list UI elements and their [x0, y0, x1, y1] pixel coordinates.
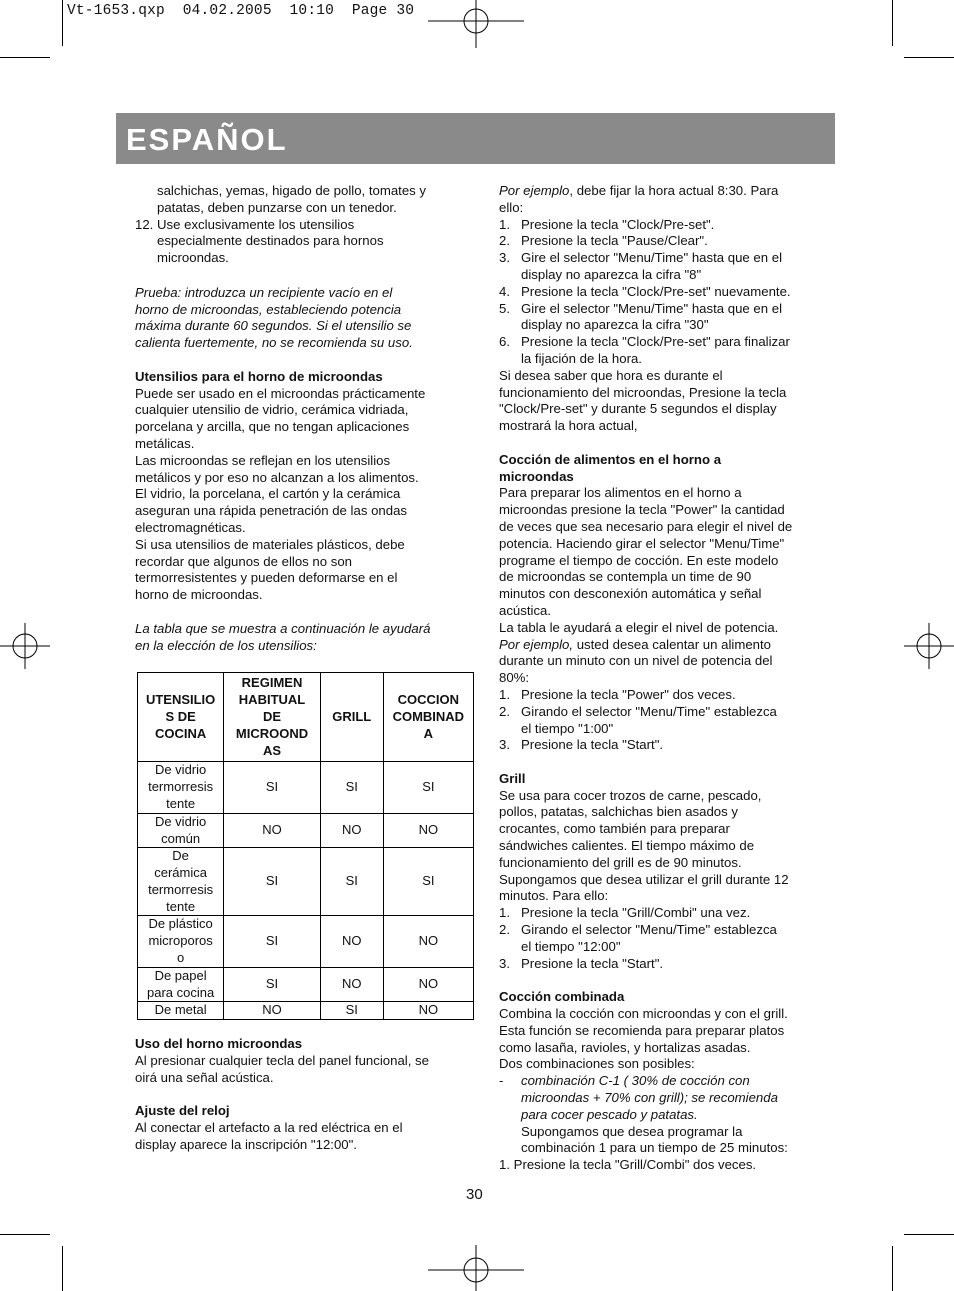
paragraph: Por ejemplo, debe fijar la hora actual 8:30. Para: [499, 183, 779, 198]
file-slug: Vt-1653.qxp 04.02.2005 10:10 Page 30: [67, 3, 415, 19]
paragraph: Presione la tecla "Start".: [521, 737, 664, 753]
table-cell: SI: [383, 848, 473, 916]
list-number: 2.: [499, 703, 510, 719]
table-row: [138, 967, 474, 1002]
paragraph: salchichas, yemas, higado de pollo, tomates y: [157, 183, 427, 198]
paragraph: metálicos y por eso no alcanzan a los alimentos.: [135, 469, 419, 485]
list-item: [499, 233, 829, 250]
list-number: 1.: [499, 686, 510, 702]
table-cell: NO: [224, 813, 321, 848]
paragraph: programe el tiempo de cocción. En este modelo: [499, 552, 779, 568]
table-row: [138, 813, 474, 848]
paragraph: especialmente destinados para hornos: [157, 233, 384, 249]
paragraph: funcionamiento del grill es de 90 minutos.: [499, 854, 742, 870]
table-cell: De plástico microporos o: [138, 916, 224, 967]
table-cell: NO: [320, 813, 383, 848]
paragraph: sándwiches calientes. El tiempo máximo de: [499, 838, 755, 854]
paragraph: Si usa utensilios de materiales plásticos, debe: [135, 536, 405, 552]
paragraph: Girando el selector "Menu/Time" establezca: [521, 703, 777, 719]
paragraph: la fijación de la hora.: [521, 350, 642, 366]
paragraph: electromagnéticas.: [135, 519, 246, 535]
table-header-cell: UTENSILIO S DE COCINA: [138, 673, 224, 762]
left-column: [135, 183, 480, 1154]
paragraph: Presione la tecla "Clock/Pre-set" para finalizar: [521, 334, 790, 350]
paragraph: patatas, deben punzarse con un tenedor.: [157, 199, 397, 215]
list-item: [499, 704, 829, 738]
paragraph: Si desea saber que hora es durante el: [499, 367, 723, 383]
list-item: [499, 284, 829, 301]
table-cell: SI: [224, 848, 321, 916]
paragraph: el tiempo "12:00": [521, 938, 621, 954]
paragraph: Al presionar cualquier tecla del panel funcional, se: [135, 1053, 429, 1069]
list-number: 3.: [499, 250, 510, 266]
banner-title: ESPAÑOL: [126, 122, 288, 157]
list-number: 4.: [499, 283, 510, 299]
paragraph: como lasaña, ravioles, y hortalizas asadas.: [499, 1039, 751, 1055]
paragraph: 80%:: [499, 670, 530, 686]
paragraph: microondas.: [157, 250, 229, 266]
list-number: 2.: [499, 922, 510, 938]
paragraph: Por ejemplo, usted desea calentar un alimento: [499, 636, 771, 652]
table-cell: SI: [224, 916, 321, 967]
paragraph: acústica.: [499, 602, 552, 618]
list-number: 3.: [499, 737, 510, 753]
paragraph: Esta función se recomienda para preparar platos: [499, 1022, 785, 1038]
table-cell: NO: [224, 1002, 321, 1020]
table-row: [138, 1002, 474, 1020]
list-number: 12.: [135, 216, 154, 232]
paragraph: Gire el selector "Menu/Time" hasta que en el: [521, 300, 783, 316]
paragraph: calienta fuertemente, no se recomienda su uso.: [135, 335, 413, 351]
paragraph: el tiempo "1:00": [521, 720, 614, 736]
paragraph: Use exclusivamente los utensilios: [157, 216, 355, 232]
paragraph: ello:: [499, 199, 524, 215]
paragraph: Prueba: introduzca un recipiente vacío en el: [135, 284, 393, 300]
paragraph: recordar que algunos de ellos no son: [135, 553, 353, 569]
section-heading: Grill: [499, 770, 526, 786]
list-item: [499, 250, 829, 284]
registration-mark-icon: [428, 0, 524, 48]
paragraph: Supongamos que desea utilizar el grill durante 12: [499, 871, 789, 887]
list-item: [499, 922, 829, 956]
paragraph: Al conectar el artefacto a la red eléctrica en el: [135, 1120, 403, 1136]
paragraph: minutos con desconexión automática y señal: [499, 586, 762, 602]
list-item: [499, 687, 829, 704]
paragraph: Presione la tecla "Clock/Pre-set".: [521, 216, 715, 232]
paragraph: metálicas.: [135, 435, 195, 451]
paragraph: para cocer pescado y patatas.: [521, 1106, 698, 1122]
list-item: [499, 217, 829, 234]
section-heading: Ajuste del reloj: [135, 1103, 230, 1119]
section-heading: microondas: [499, 468, 574, 484]
list-item: [135, 217, 480, 267]
paragraph: crocantes, como también para preparar: [499, 821, 730, 837]
paragraph: potencia. Haciendo girar el selector "Menu/Time": [499, 535, 785, 551]
paragraph: Se usa para cocer trozos de carne, pescado,: [499, 787, 762, 803]
crop-mark: [0, 57, 50, 58]
table-cell: De metal: [138, 1002, 224, 1020]
table-header-cell: COCCION COMBINAD A: [383, 673, 473, 762]
registration-mark-icon: [428, 1245, 524, 1291]
paragraph: Presione la tecla "Start".: [521, 955, 664, 971]
list-number: 1.: [499, 905, 510, 921]
table-cell: SI: [320, 762, 383, 813]
paragraph: de microondas se contempla un time de 90: [499, 569, 752, 585]
table-header-cell: REGIMEN HABITUAL DE MICROOND AS: [224, 673, 321, 762]
paragraph: termorresistentes y pueden deformarse en el: [135, 570, 398, 586]
table-cell: NO: [320, 916, 383, 967]
paragraph: Puede ser usado en el microondas prácticamente: [135, 385, 426, 401]
crop-mark: [62, 0, 63, 46]
section-heading: Cocción de alimentos en el horno a: [499, 451, 722, 467]
section-heading: Utensilios para el horno de microondas: [135, 368, 383, 384]
table-row: [138, 916, 474, 967]
paragraph: horno de microondas, estableciendo potencia: [135, 301, 402, 317]
table-cell: NO: [320, 967, 383, 1002]
table-row: [138, 848, 474, 916]
paragraph: minutos. Para ello:: [499, 888, 609, 904]
paragraph: combinación C-1 ( 30% de cocción con: [521, 1073, 750, 1089]
table-cell: De vidrio común: [138, 813, 224, 848]
paragraph: en la elección de los utensilios:: [135, 637, 317, 653]
paragraph: durante un minuto con un nivel de potencia del: [499, 653, 773, 669]
table-cell: NO: [383, 1002, 473, 1020]
crop-mark: [0, 1234, 50, 1235]
paragraph: horno de microondas.: [135, 587, 263, 603]
page-number: 30: [466, 1186, 483, 1203]
list-number: 5.: [499, 300, 510, 316]
paragraph: Presione la tecla "Power" dos veces.: [521, 686, 736, 702]
language-banner: [116, 113, 835, 164]
paragraph: display aparece la inscripción "12:00".: [135, 1137, 357, 1153]
paragraph: display no aparezca la cifra "30": [521, 317, 709, 333]
paragraph: El vidrio, la porcelana, el cartón y la cerámica: [135, 486, 401, 502]
paragraph: Gire el selector "Menu/Time" hasta que en el: [521, 250, 783, 266]
table-row: [138, 762, 474, 813]
table-header-cell: GRILL: [320, 673, 383, 762]
paragraph: mostrará la hora actual,: [499, 418, 638, 434]
paragraph: Las microondas se reflejan en los utensilios: [135, 452, 391, 468]
paragraph: Supongamos que desea programar la: [521, 1123, 743, 1139]
paragraph: aseguran una rápida penetración de las ondas: [135, 503, 408, 519]
table-cell: NO: [383, 916, 473, 967]
crop-mark: [62, 1246, 63, 1291]
table-cell: SI: [320, 848, 383, 916]
utensils-table: [137, 672, 474, 1020]
paragraph: Presione la tecla "Grill/Combi" una vez.: [521, 905, 751, 921]
paragraph: porcelana y arcilla, que no tengan aplicaciones: [135, 419, 410, 435]
list-number: 2.: [499, 233, 510, 249]
section-heading: Uso del horno microondas: [135, 1036, 303, 1052]
crop-mark: [892, 1246, 893, 1291]
table-cell: NO: [383, 967, 473, 1002]
paragraph: de veces que sea necesario para elegir el nivel de: [499, 518, 793, 534]
table-cell: De vidrio termorresis tente: [138, 762, 224, 813]
paragraph: oirá una señal acústica.: [135, 1069, 274, 1085]
list-item: [499, 905, 829, 922]
paragraph: La tabla le ayudará a elegir el nivel de potencia.: [499, 619, 779, 635]
list-number: 6.: [499, 334, 510, 350]
crop-mark: [904, 1234, 954, 1235]
table-cell: SI: [383, 762, 473, 813]
table-cell: De cerámica termorresis tente: [138, 848, 224, 916]
list-item: [499, 737, 829, 754]
paragraph: Presione la tecla "Clock/Pre-set" nuevamente.: [521, 283, 791, 299]
list-item: [499, 956, 829, 973]
registration-mark-icon: [0, 623, 50, 669]
paragraph: Girando el selector "Menu/Time" establezca: [521, 922, 777, 938]
paragraph: La tabla que se muestra a continuación le ayudará: [135, 620, 431, 636]
paragraph: microondas presione la tecla "Power" la cantidad: [499, 502, 785, 518]
table-cell: De papel para cocina: [138, 967, 224, 1002]
list-item: [499, 334, 829, 368]
right-column: [499, 183, 829, 1174]
crop-mark: [904, 57, 954, 58]
list-number: 3.: [499, 955, 510, 971]
list-number: 1.: [499, 216, 510, 232]
section-heading: Cocción combinada: [499, 989, 625, 1005]
paragraph: cualquier utensilio de vidrio, cerámica vidriada,: [135, 402, 409, 418]
crop-mark: [892, 0, 893, 46]
paragraph: microondas + 70% con grill); se recomienda: [521, 1090, 778, 1106]
table-cell: SI: [224, 967, 321, 1002]
list-item: [499, 301, 829, 335]
list-dash: -: [499, 1073, 504, 1089]
paragraph: Dos combinaciones son posibles:: [499, 1056, 695, 1072]
paragraph: Combina la cocción con microondas y con el grill.: [499, 1006, 788, 1022]
paragraph: Presione la tecla "Pause/Clear".: [521, 233, 708, 249]
registration-mark-icon: [904, 623, 954, 669]
table-cell: SI: [224, 762, 321, 813]
table-cell: NO: [383, 813, 473, 848]
paragraph: combinación 1 para un tiempo de 25 minutos:: [521, 1140, 788, 1156]
paragraph: 1. Presione la tecla "Grill/Combi" dos veces.: [499, 1157, 757, 1173]
paragraph: funcionamiento del microondas, Presione la tecla: [499, 384, 787, 400]
paragraph: display no aparezca la cifra "8": [521, 266, 702, 282]
paragraph: "Clock/Pre-set" y durante 5 segundos el display: [499, 401, 777, 417]
paragraph: Para preparar los alimentos en el horno a: [499, 485, 742, 501]
table-cell: SI: [320, 1002, 383, 1020]
list-item: [499, 1073, 829, 1157]
paragraph: pollos, patatas, salchichas bien asados y: [499, 804, 738, 820]
paragraph: máxima durante 60 segundos. Si el utensilio se: [135, 318, 412, 334]
